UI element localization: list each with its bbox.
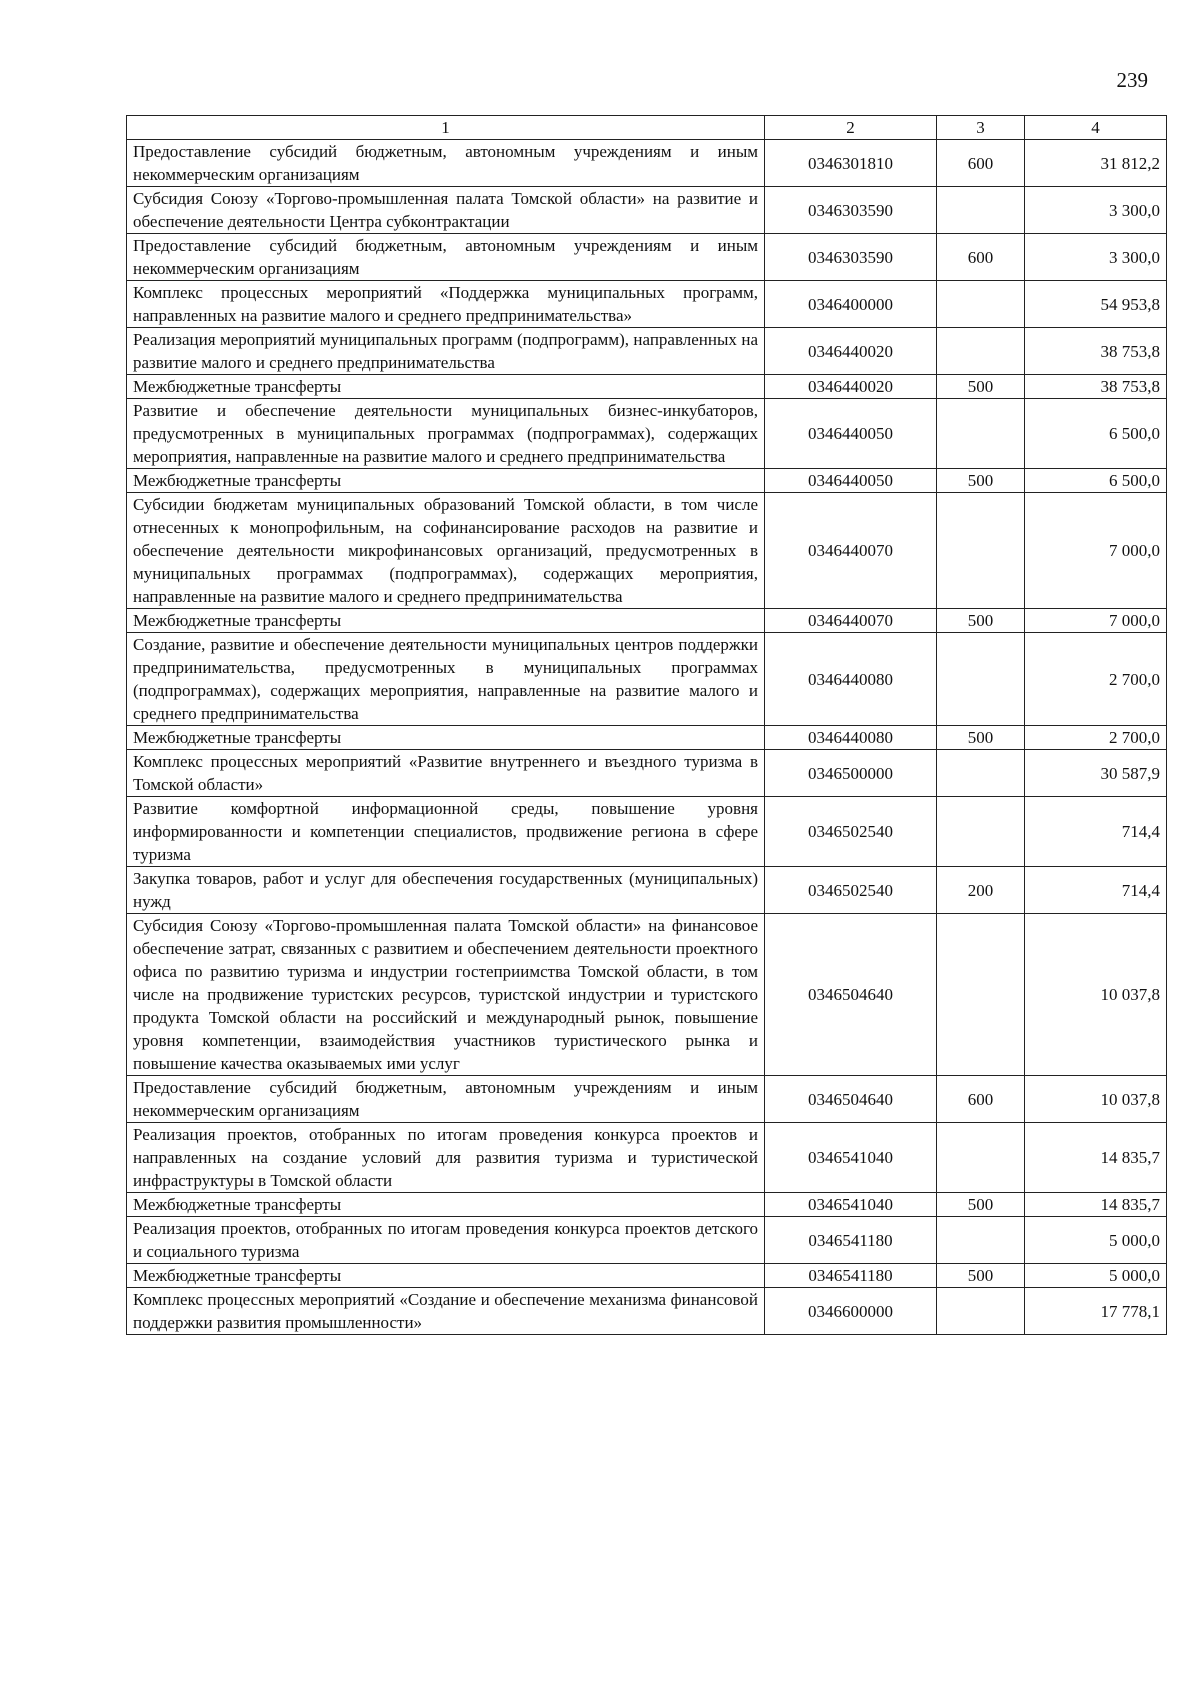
row-name: Комплекс процессных мероприятий «Поддержка муниципальных программ, направленных на развитие малого и среднего предпринимательства»: [127, 281, 765, 328]
table-row: [127, 750, 1167, 797]
row-code: 0346440050: [765, 469, 937, 493]
row-code: 0346500000: [765, 750, 937, 797]
row-amount: 10 037,8: [1025, 914, 1167, 1076]
row-code: 0346440080: [765, 726, 937, 750]
table-row: [127, 867, 1167, 914]
row-amount: 7 000,0: [1025, 493, 1167, 609]
table-row: [127, 328, 1167, 375]
row-code: 0346303590: [765, 234, 937, 281]
row-type: [937, 493, 1025, 609]
row-type: 500: [937, 1264, 1025, 1288]
row-amount: 17 778,1: [1025, 1288, 1167, 1335]
row-type: 600: [937, 140, 1025, 187]
table-row: [127, 187, 1167, 234]
table-row: [127, 1217, 1167, 1264]
row-code: 0346504640: [765, 914, 937, 1076]
row-type: 500: [937, 726, 1025, 750]
row-name: Реализация проектов, отобранных по итогам проведения конкурса проектов детского и социального туризма: [127, 1217, 765, 1264]
row-type: [937, 328, 1025, 375]
row-amount: 5 000,0: [1025, 1217, 1167, 1264]
table-row: [127, 1264, 1167, 1288]
row-type: 500: [937, 1193, 1025, 1217]
table-row: [127, 797, 1167, 867]
column-header-1: 1: [127, 116, 765, 140]
row-name: Реализация мероприятий муниципальных программ (подпрограмм), направленных на развитие малого и среднего предпринимательства: [127, 328, 765, 375]
column-header-4: 4: [1025, 116, 1167, 140]
row-name: Комплекс процессных мероприятий «Развитие внутреннего и въездного туризма в Томской области»: [127, 750, 765, 797]
row-type: 200: [937, 867, 1025, 914]
row-name: Создание, развитие и обеспечение деятельности муниципальных центров поддержки предпринимательства, предусмотренных в муниципальных программах (подпрограммах), содержащих мероприятия, направленные на развитие малого и среднего предпринимательства: [127, 633, 765, 726]
row-name: Субсидии бюджетам муниципальных образований Томской области, в том числе отнесенных к монопрофильным, на софинансирование расходов на развитие и обеспечение деятельности микрофинансовых организаций, предусмотренных в муниципальных программах (подпрограммах), содержащих мероприятия, направленные на развитие малого и среднего предпринимательства: [127, 493, 765, 609]
table-row: [127, 726, 1167, 750]
row-type: [937, 750, 1025, 797]
row-amount: 54 953,8: [1025, 281, 1167, 328]
row-code: 0346303590: [765, 187, 937, 234]
column-header-3: 3: [937, 116, 1025, 140]
row-code: 0346541180: [765, 1264, 937, 1288]
table-row: [127, 399, 1167, 469]
row-amount: 14 835,7: [1025, 1123, 1167, 1193]
row-amount: 5 000,0: [1025, 1264, 1167, 1288]
row-amount: 714,4: [1025, 867, 1167, 914]
page-number: 239: [1116, 68, 1148, 92]
row-amount: 30 587,9: [1025, 750, 1167, 797]
row-name: Межбюджетные трансферты: [127, 469, 765, 493]
table-header-row: [127, 116, 1167, 140]
row-type: [937, 633, 1025, 726]
row-name: Развитие и обеспечение деятельности муниципальных бизнес-инкубаторов, предусмотренных в муниципальных программах (подпрограммах), содержащих мероприятия, направленные на развитие малого и среднего предпринимательства: [127, 399, 765, 469]
row-name: Межбюджетные трансферты: [127, 1193, 765, 1217]
row-code: 0346600000: [765, 1288, 937, 1335]
row-code: 0346541040: [765, 1193, 937, 1217]
table-row: [127, 1288, 1167, 1335]
row-code: 0346440070: [765, 609, 937, 633]
row-type: [937, 914, 1025, 1076]
table-row: [127, 493, 1167, 609]
row-name: Закупка товаров, работ и услуг для обеспечения государственных (муниципальных) нужд: [127, 867, 765, 914]
row-code: 0346504640: [765, 1076, 937, 1123]
row-name: Межбюджетные трансферты: [127, 375, 765, 399]
row-name: Предоставление субсидий бюджетным, автономным учреждениям и иным некоммерческим организациям: [127, 1076, 765, 1123]
table-row: [127, 1193, 1167, 1217]
table-row: [127, 914, 1167, 1076]
row-name: Комплекс процессных мероприятий «Создание и обеспечение механизма финансовой поддержки развития промышленности»: [127, 1288, 765, 1335]
table-row: [127, 281, 1167, 328]
row-amount: 38 753,8: [1025, 375, 1167, 399]
row-name: Предоставление субсидий бюджетным, автономным учреждениям и иным некоммерческим организациям: [127, 234, 765, 281]
row-amount: 14 835,7: [1025, 1193, 1167, 1217]
row-name: Межбюджетные трансферты: [127, 1264, 765, 1288]
column-header-2: 2: [765, 116, 937, 140]
row-amount: 7 000,0: [1025, 609, 1167, 633]
table-row: [127, 633, 1167, 726]
row-type: [937, 281, 1025, 328]
row-amount: 3 300,0: [1025, 187, 1167, 234]
row-name: Межбюджетные трансферты: [127, 726, 765, 750]
row-type: 500: [937, 469, 1025, 493]
table-row: [127, 1123, 1167, 1193]
row-amount: 2 700,0: [1025, 726, 1167, 750]
row-type: [937, 1217, 1025, 1264]
row-code: 0346440020: [765, 328, 937, 375]
row-type: [937, 399, 1025, 469]
table-row: [127, 1076, 1167, 1123]
row-type: [937, 1123, 1025, 1193]
row-amount: 3 300,0: [1025, 234, 1167, 281]
row-amount: 38 753,8: [1025, 328, 1167, 375]
row-code: 0346400000: [765, 281, 937, 328]
budget-table: [126, 115, 1167, 1335]
table-row: [127, 140, 1167, 187]
row-code: 0346502540: [765, 867, 937, 914]
row-name: Субсидия Союзу «Торгово-промышленная палата Томской области» на развитие и обеспечение деятельности Центра субконтрактации: [127, 187, 765, 234]
table-row: [127, 469, 1167, 493]
row-code: 0346440080: [765, 633, 937, 726]
table-row: [127, 609, 1167, 633]
row-name: Межбюджетные трансферты: [127, 609, 765, 633]
row-code: 0346502540: [765, 797, 937, 867]
row-code: 0346440050: [765, 399, 937, 469]
row-code: 0346440070: [765, 493, 937, 609]
row-type: [937, 187, 1025, 234]
row-type: 500: [937, 375, 1025, 399]
row-code: 0346541180: [765, 1217, 937, 1264]
row-type: [937, 1288, 1025, 1335]
row-name: Развитие комфортной информационной среды, повышение уровня информированности и компетенции специалистов, продвижение региона в сфере туризма: [127, 797, 765, 867]
row-name: Реализация проектов, отобранных по итогам проведения конкурса проектов и направленных на создание условий для развития туризма и туристической инфраструктуры в Томской области: [127, 1123, 765, 1193]
row-amount: 6 500,0: [1025, 399, 1167, 469]
row-code: 0346541040: [765, 1123, 937, 1193]
row-name: Предоставление субсидий бюджетным, автономным учреждениям и иным некоммерческим организациям: [127, 140, 765, 187]
row-type: 600: [937, 234, 1025, 281]
table-row: [127, 234, 1167, 281]
table-row: [127, 375, 1167, 399]
row-amount: 714,4: [1025, 797, 1167, 867]
row-amount: 31 812,2: [1025, 140, 1167, 187]
row-amount: 6 500,0: [1025, 469, 1167, 493]
row-code: 0346301810: [765, 140, 937, 187]
row-type: 600: [937, 1076, 1025, 1123]
row-name: Субсидия Союзу «Торгово-промышленная палата Томской области» на финансовое обеспечение затрат, связанных с развитием и обеспечением деятельности проектного офиса по развитию туризма и индустрии гостеприимства Томской области, в том числе на продвижение туристских ресурсов, туристской индустрии и туристского продукта Томской области на российский и международный рынок, повышение уровня компетенции, взаимодействия участников туристического рынка и повышение качества оказываемых ими услуг: [127, 914, 765, 1076]
row-amount: 10 037,8: [1025, 1076, 1167, 1123]
row-type: 500: [937, 609, 1025, 633]
row-type: [937, 797, 1025, 867]
row-amount: 2 700,0: [1025, 633, 1167, 726]
row-code: 0346440020: [765, 375, 937, 399]
